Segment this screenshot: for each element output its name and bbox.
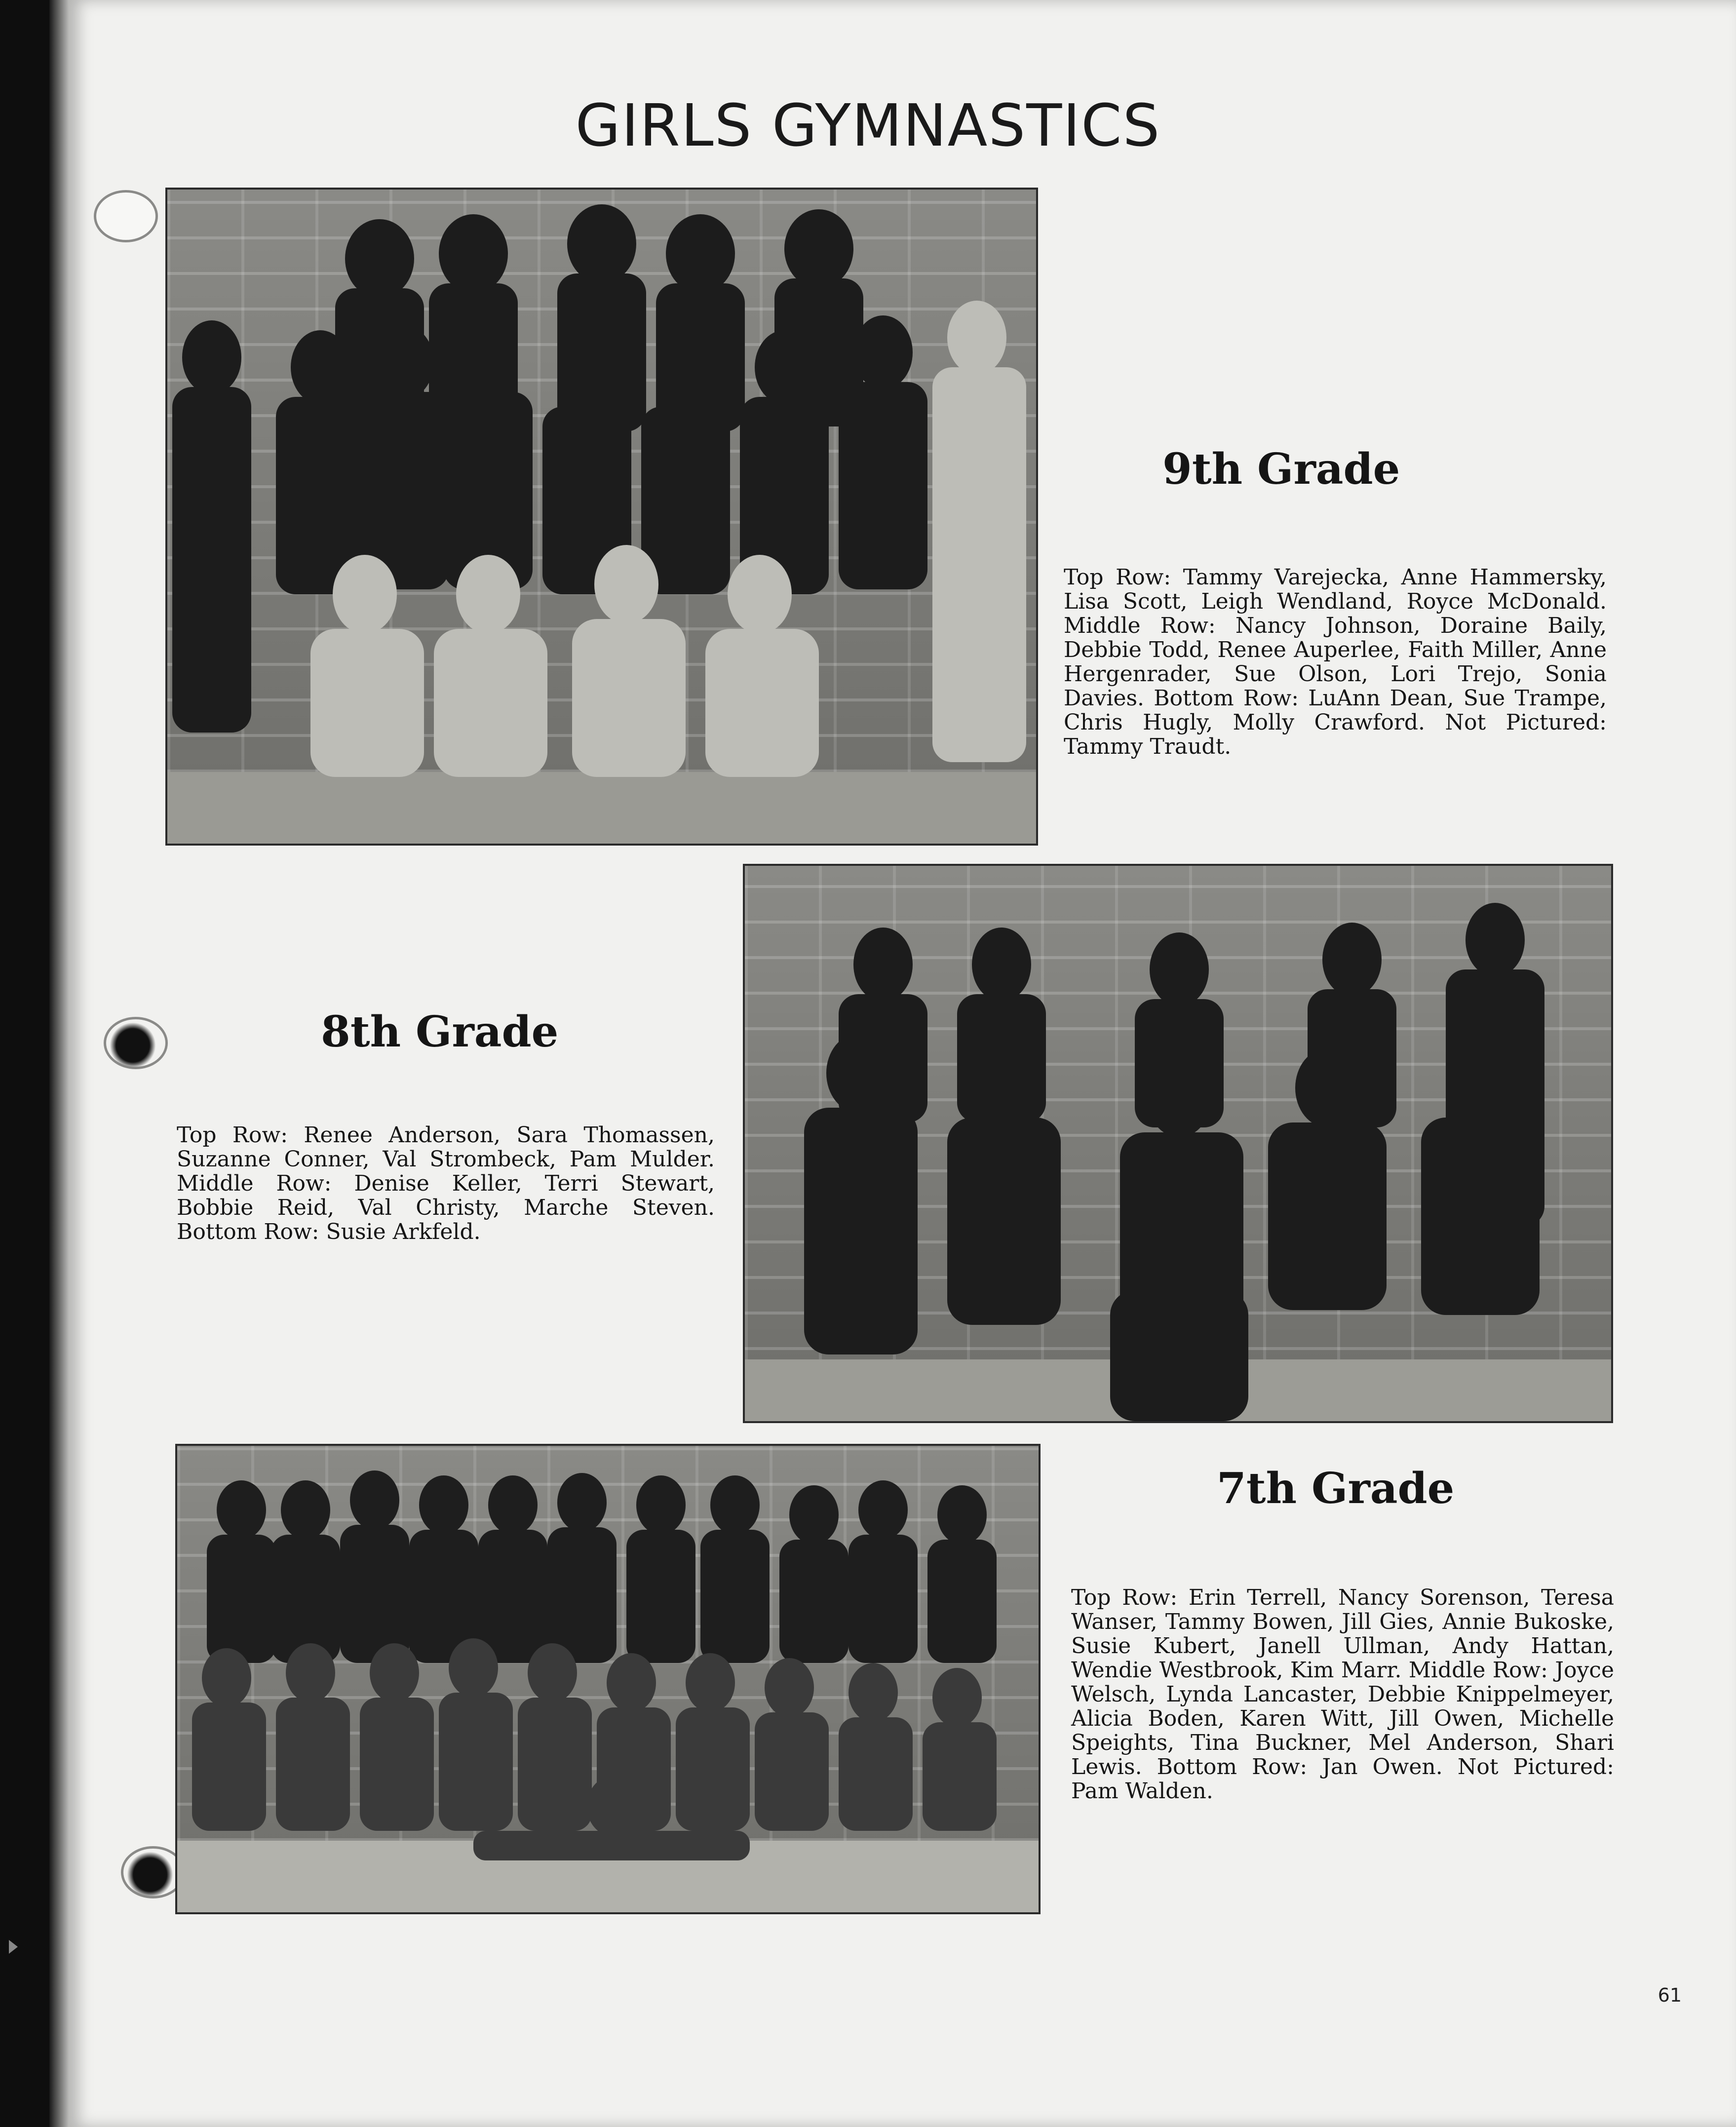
ninth-grade-photo bbox=[165, 188, 1038, 846]
binder-hole-top bbox=[94, 190, 158, 242]
eighth-grade-heading: 8th Grade bbox=[321, 1007, 559, 1057]
binding-edge bbox=[49, 0, 69, 2127]
binder-hole-middle bbox=[104, 1017, 168, 1069]
eighth-grade-photo bbox=[743, 864, 1613, 1423]
seventh-grade-caption: Top Row: Erin Terrell, Nancy Sorenson, Teresa Wanser, Tammy Bowen, Jill Gies, Annie Bukoske, Susie Kubert, Janell Ullman, Andy Hattan, Wendie Westbrook, Kim Marr. Middle Row: Joyce Welsch, Lynda Lancaster, Debbie Knippelmeyer, Alicia Boden, Karen Witt, Jill Owen, Michelle Speights, Tina Buckner, Mel Anderson, Shari Lewis. Bottom Row: Jan Owen. Not Pictured: Pam Walden. bbox=[1071, 1585, 1614, 1804]
eighth-grade-team-image bbox=[745, 866, 1611, 1421]
page-title: GIRLS GYMNASTICS bbox=[575, 91, 1161, 159]
page-number: 61 bbox=[1658, 1984, 1682, 2006]
eighth-grade-caption: Top Row: Renee Anderson, Sara Thomassen, Suzanne Conner, Val Strombeck, Pam Mulder. Middle Row: Denise Keller, Terri Stewart, Bobbie Reid, Val Christy, Marche Steven. Bottom Row: Susie Arkfeld. bbox=[177, 1122, 715, 1244]
margin-mark-icon bbox=[9, 1940, 18, 1954]
ninth-grade-team-image bbox=[167, 190, 1036, 844]
seventh-grade-photo bbox=[175, 1444, 1041, 1914]
ninth-grade-caption: Top Row: Tammy Varejecka, Anne Hammersky, Lisa Scott, Leigh Wendland, Royce McDonald. Middle Row: Nancy Johnson, Doraine Baily, Debbie Todd, Renee Auperlee, Faith Miller, Anne Hergenrader, Sue Olson, Lori Trejo, Sonia Davies. Bottom Row: LuAnn Dean, Sue Trampe, Chris Hugly, Molly Crawford. Not Pictured: Tammy Traudt. bbox=[1064, 565, 1607, 759]
ninth-grade-heading: 9th Grade bbox=[1162, 444, 1400, 494]
seventh-grade-heading: 7th Grade bbox=[1217, 1464, 1455, 1513]
seventh-grade-team-image bbox=[177, 1446, 1039, 1912]
